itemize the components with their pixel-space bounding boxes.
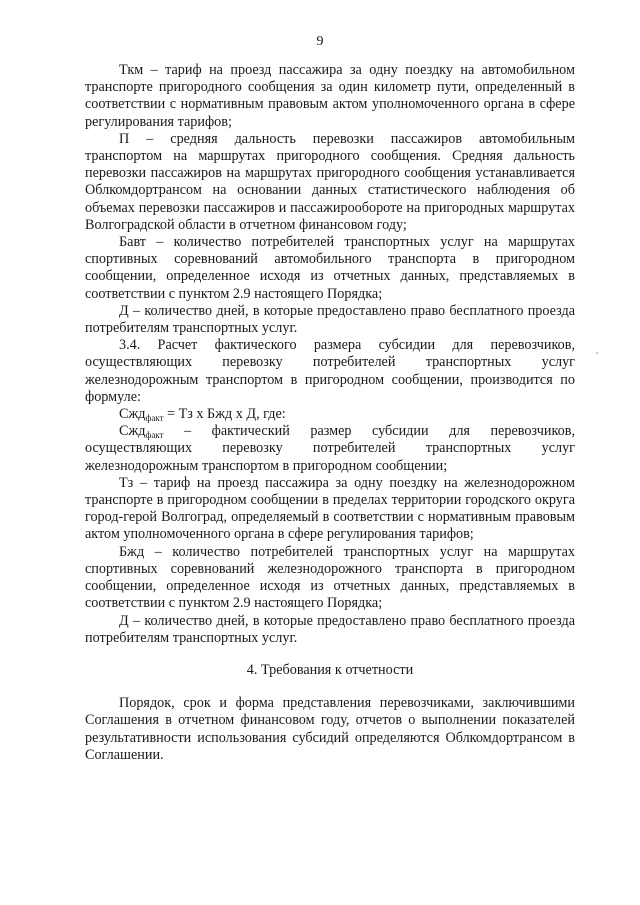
sjd-sub: факт [145, 430, 164, 441]
paragraph-d-rail: Д – количество дней, в которые предоставлено право бесплатного проезда потребителям транспортных услуг. [85, 612, 575, 646]
paragraph-d-auto: Д – количество дней, в которые предоставлено право бесплатного проезда потребителям транспортных услуг. [85, 302, 575, 337]
formula-rest: = Тз х Бжд х Д, где: [163, 406, 286, 423]
paragraph-bavt: Бавт – количество потребителей транспортных услуг на маршрутах спортивных соревнований автомобильного транспорта в пригородном сообщении, определенное исходя из отчетных данных, представляемых в соответствии с пунктом 2.9 настоящего Порядка; [85, 234, 575, 302]
formula-var: Сжд [119, 406, 146, 423]
scan-speck [596, 352, 598, 354]
sjd-var: Сжд [119, 423, 146, 440]
sjd-rest: – фактический размер субсидии для перевозчиков, осуществляющих перевозку потребителей транспортных услуг железнодорожным транспортом в пригородном сообщении; [85, 423, 575, 474]
paragraph-sjd-def [85, 423, 575, 475]
paragraph-tz: Тз – тариф на проезд пассажира за одну поездку на железнодорожном транспорте в пригородном сообщении в пределах территории городского округа город-герой Волгоград, определяемый в соответствии с нормативным правовым актом уполномоченного органа в сфере регулирования тарифов; [85, 474, 575, 543]
section-heading: 4. Требования к отчетности [246, 661, 414, 678]
formula-sub: факт [145, 413, 164, 424]
paragraph-3-4: 3.4. Расчет фактического размера субсидии для перевозчиков, осуществляющих перевозку потребителей транспортных услуг железнодорожным транспортом в пригородном сообщении, производится по формуле: [85, 337, 575, 405]
formula [85, 406, 575, 423]
paragraph-bjd: Бжд – количество потребителей транспортных услуг на маршрутах спортивных соревнований железнодорожного транспорта в пригородном сообщении, определенное исходя из отчетных данных, представляемых в соответствии с пунктом 2.9 настоящего Порядка; [85, 543, 575, 612]
document-body [85, 62, 575, 764]
page-number: 9 [316, 34, 324, 49]
paragraph-p: П – средняя дальность перевозки пассажиров автомобильным транспортом на маршрутах пригородного сообщения. Средняя дальность перевозки пассажиров на маршрутах пригородного сообщения устанавливается Облкомдортрансом на основании данных статистического наблюдения об объемах перевозки пассажиров и пассажирообороте на пригородных маршрутах Волгоградской области в отчетном финансовом году; [85, 130, 575, 233]
paragraph-reporting: Порядок, срок и форма представления перевозчиками, заключившими Соглашения в отчетном финансовом году, отчетов о выполнении показателей результативности использования субсидий определяются Облкомдортрансом в Соглашении. [85, 695, 575, 763]
paragraph-tkm: Ткм – тариф на проезд пассажира за одну поездку на автомобильном транспорте пригородного сообщения за один километр пути, определенный в соответствии с нормативным правовым актом уполномоченного органа в сфере регулирования тарифов; [85, 62, 575, 130]
